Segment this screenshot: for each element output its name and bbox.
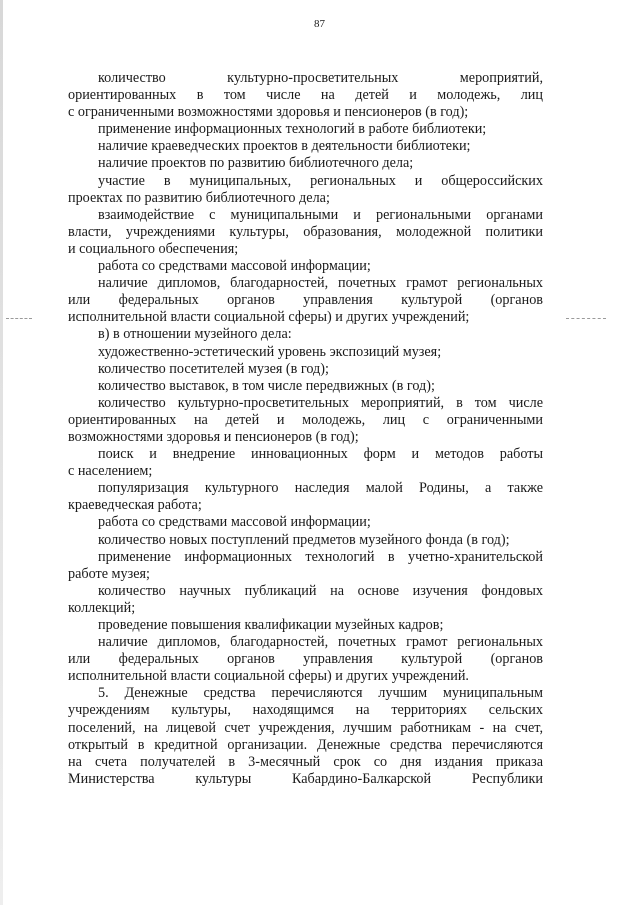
text-line: поселений, на лицевой счет учреждения, лучшим работникам - на счет, bbox=[68, 719, 543, 736]
text-line: проектах по развитию библиотечного дела; bbox=[68, 189, 330, 206]
text-line: или федеральных органов управления культурой (органов bbox=[68, 651, 543, 668]
text-line: открытый в кредитной организации. Денежные средства перечисляются bbox=[68, 736, 543, 753]
text-line: количество культурно-просветительных мероприятий, bbox=[98, 70, 543, 86]
document-body bbox=[68, 70, 543, 788]
text-line: работа со средствами массовой информации; bbox=[98, 514, 371, 531]
text-line: количество новых поступлений предметов музейного фонда (в год); bbox=[98, 531, 510, 548]
text-line: взаимодействие с муниципальными и региональными органами bbox=[98, 206, 543, 223]
text-line: поиск и внедрение инновационных форм и методов работы bbox=[98, 446, 543, 463]
text-line: популяризация культурного наследия малой Родины, а также bbox=[98, 480, 543, 497]
text-line: применение информационных технологий в учетно-хранительской bbox=[98, 548, 543, 565]
text-line: наличие дипломов, благодарностей, почетных грамот региональных bbox=[98, 634, 543, 651]
text-line: участие в муниципальных, региональных и общероссийских bbox=[98, 172, 543, 189]
text-line: 5. Денежные средства перечисляются лучшим муниципальным bbox=[98, 685, 543, 702]
text-line: в) в отношении музейного дела: bbox=[98, 326, 292, 343]
text-line: исполнительной власти социальной сферы) и других учреждений. bbox=[68, 668, 469, 685]
text-line: возможностями здоровья и пенсионеров (в год); bbox=[68, 428, 359, 445]
text-line: или федеральных органов управления культурой (органов bbox=[68, 292, 543, 309]
text-line: работа со средствами массовой информации; bbox=[98, 258, 371, 275]
text-line: учреждениям культуры, находящимся на территориях сельских bbox=[68, 702, 543, 719]
text-line: работе музея; bbox=[68, 565, 151, 582]
text-line: наличие проектов по развитию библиотечного дела; bbox=[98, 155, 414, 172]
text-line: количество посетителей музея (в год); bbox=[98, 360, 329, 377]
text-line: исполнительной власти социальной сферы) и других учреждений; bbox=[68, 309, 470, 326]
scan-margin-mark-right bbox=[566, 318, 606, 320]
text-line: количество культурно-просветительных мероприятий, в том числе bbox=[98, 394, 543, 411]
text-line: применение информационных технологий в работе библиотеки; bbox=[98, 121, 487, 138]
text-line: коллекций; bbox=[68, 599, 136, 616]
text-line: наличие дипломов, благодарностей, почетных грамот региональных bbox=[98, 275, 543, 292]
scan-left-edge bbox=[0, 0, 3, 905]
text-line: краеведческая работа; bbox=[68, 497, 202, 514]
text-line: и социального обеспечения; bbox=[68, 240, 239, 257]
text-line: художественно-эстетический уровень экспозиций музея; bbox=[98, 343, 442, 360]
text-line: количество выставок, в том числе передвижных (в год); bbox=[98, 377, 435, 394]
page-number: 87 bbox=[314, 18, 325, 30]
text-line: с населением; bbox=[68, 463, 153, 480]
scan-margin-mark-left bbox=[6, 318, 32, 320]
text-line: Министерства культуры Кабардино-Балкарской Республики bbox=[68, 770, 543, 787]
text-line: проведение повышения квалификации музейных кадров; bbox=[98, 617, 444, 633]
text-line: на счета получателей в 3-месячный срок со дня издания приказа bbox=[68, 753, 543, 770]
text-line: количество научных публикаций на основе изучения фондовых bbox=[98, 582, 543, 599]
text-line: ориентированных на детей и молодежь, лиц с ограниченными bbox=[68, 411, 543, 428]
text-line: власти, учреждениями культуры, образования, молодежной политики bbox=[68, 223, 543, 240]
text-line: с ограниченными возможностями здоровья и пенсионеров (в год); bbox=[68, 104, 469, 121]
text-line: наличие краеведческих проектов в деятельности библиотеки; bbox=[98, 138, 471, 155]
text-line: ориентированных в том числе на детей и молодежь, лиц bbox=[68, 87, 543, 104]
